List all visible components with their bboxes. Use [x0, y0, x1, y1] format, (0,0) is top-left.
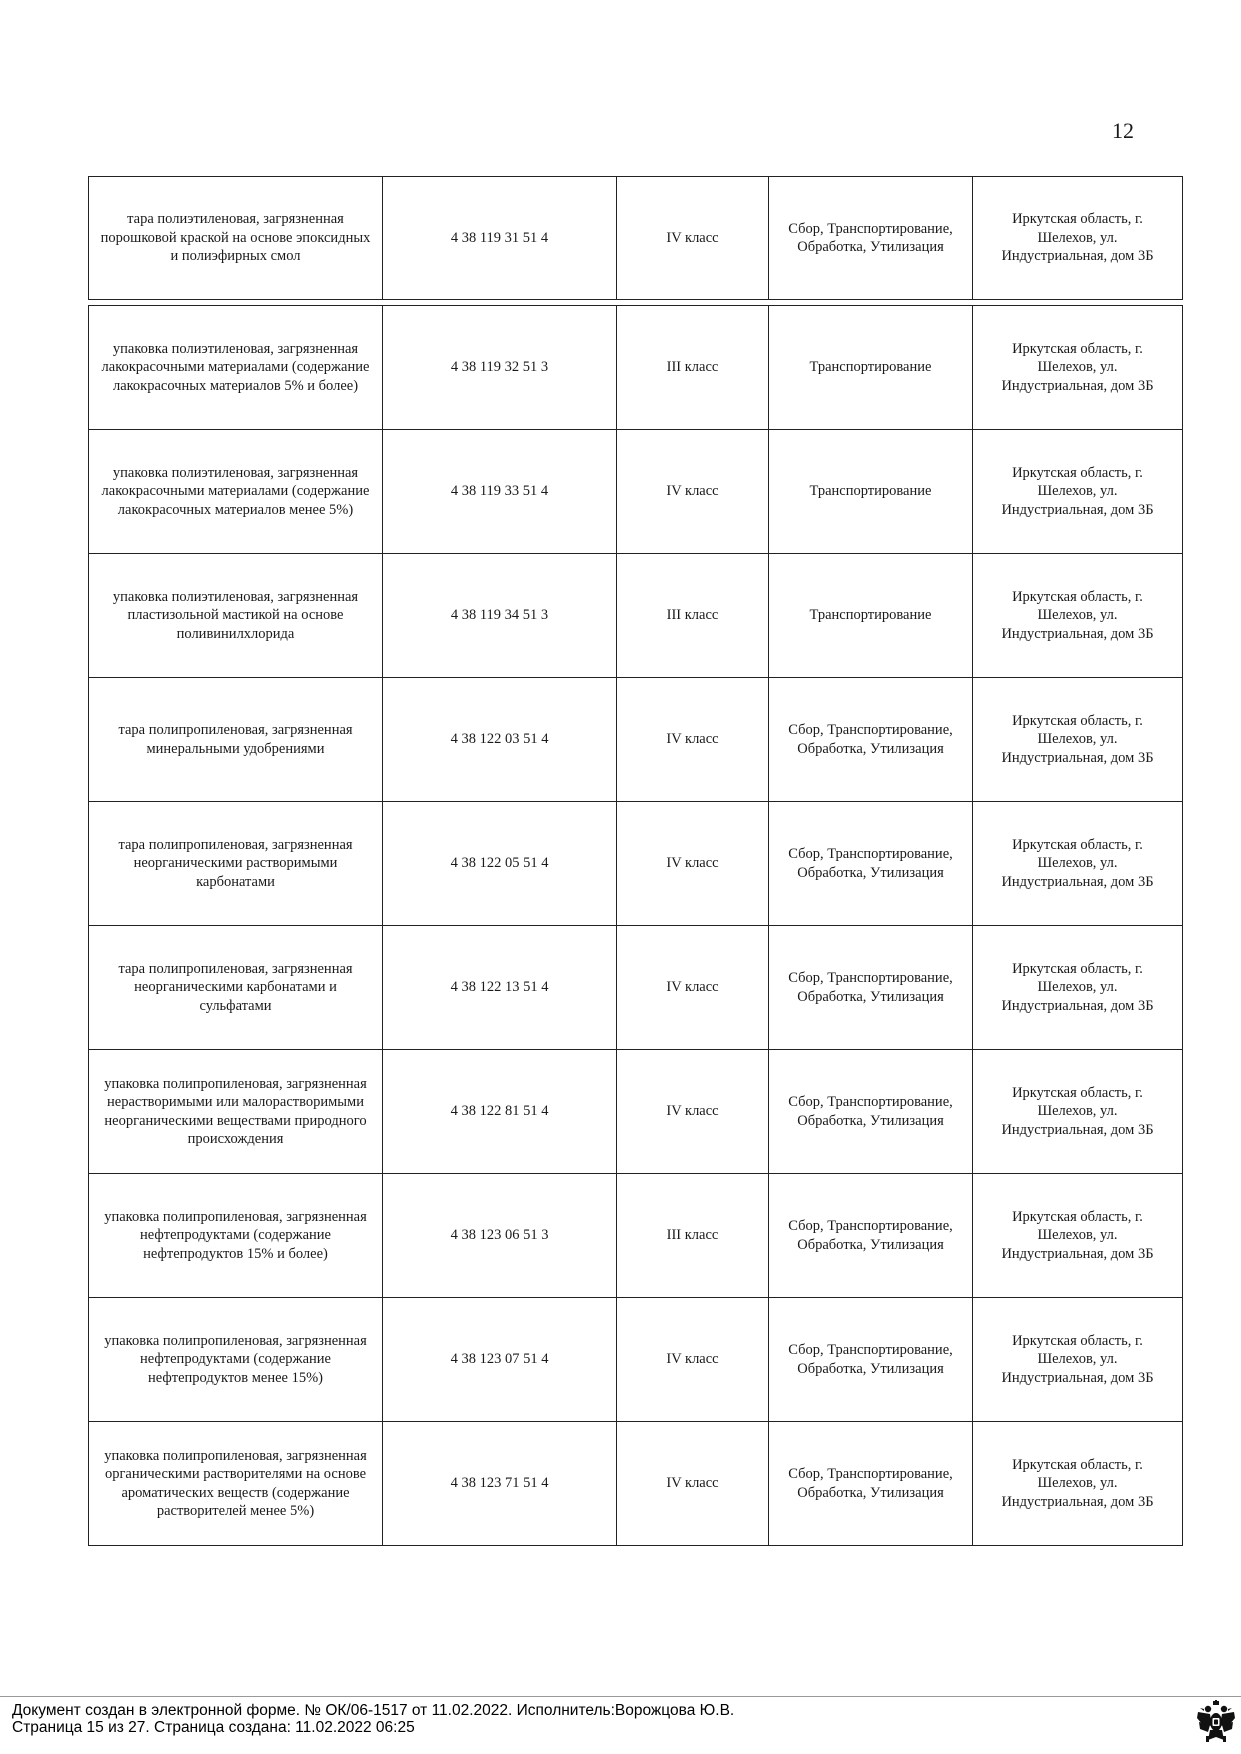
- hazard-class-cell: IV класс: [617, 1422, 769, 1546]
- address-cell: Иркутская область, г. Шелехов, ул. Индустриальная, дом 3Б: [973, 1174, 1183, 1298]
- address-cell: Иркутская область, г. Шелехов, ул. Индустриальная, дом 3Б: [973, 926, 1183, 1050]
- address-cell: Иркутская область, г. Шелехов, ул. Индустриальная, дом 3Б: [973, 678, 1183, 802]
- activity-cell: Транспортирование: [769, 554, 973, 678]
- activity-cell: Сбор, Транспортирование, Обработка, Утилизация: [769, 1174, 973, 1298]
- table-row: [89, 1174, 1183, 1298]
- table-row: [89, 306, 1183, 430]
- fkko-code-cell: 4 38 119 33 51 4: [383, 430, 617, 554]
- address-cell: Иркутская область, г. Шелехов, ул. Индустриальная, дом 3Б: [973, 306, 1183, 430]
- activity-cell: Сбор, Транспортирование, Обработка, Утилизация: [769, 1298, 973, 1422]
- fkko-code-cell: 4 38 122 03 51 4: [383, 678, 617, 802]
- waste-name-cell: тара полипропиленовая, загрязненная неорганическими растворимыми карбонатами: [89, 802, 383, 926]
- hazard-class-cell: III класс: [617, 1174, 769, 1298]
- waste-table: [88, 176, 1183, 1546]
- hazard-class-cell: III класс: [617, 554, 769, 678]
- page-number: 12: [1112, 118, 1134, 143]
- hazard-class-cell: IV класс: [617, 1298, 769, 1422]
- address-cell: Иркутская область, г. Шелехов, ул. Индустриальная, дом 3Б: [973, 1298, 1183, 1422]
- fkko-code-cell: 4 38 122 13 51 4: [383, 926, 617, 1050]
- table-row: [89, 430, 1183, 554]
- hazard-class-cell: IV класс: [617, 430, 769, 554]
- table-row: [89, 678, 1183, 802]
- waste-name-cell: упаковка полиэтиленовая, загрязненная пластизольной мастикой на основе поливинилхлорида: [89, 554, 383, 678]
- hazard-class-cell: IV класс: [617, 802, 769, 926]
- waste-name-cell: упаковка полипропиленовая, загрязненная нефтепродуктами (содержание нефтепродуктов 15% и более): [89, 1174, 383, 1298]
- footer-document-info: Документ создан в электронной форме. № ОК/06-1517 от 11.02.2022. Исполнитель:Ворожцова Ю.В.: [12, 1702, 735, 1719]
- footer-page-info: Страница 15 из 27. Страница создана: 11.02.2022 06:25: [12, 1719, 415, 1736]
- address-cell: Иркутская область, г. Шелехов, ул. Индустриальная, дом 3Б: [973, 1050, 1183, 1174]
- activity-cell: Сбор, Транспортирование, Обработка, Утилизация: [769, 1422, 973, 1546]
- fkko-code-cell: 4 38 122 05 51 4: [383, 802, 617, 926]
- footer: [12, 1702, 734, 1736]
- footer-divider: [0, 1696, 1241, 1697]
- table-row: [89, 1298, 1183, 1422]
- waste-name-cell: тара полипропиленовая, загрязненная неорганическими карбонатами и сульфатами: [89, 926, 383, 1050]
- waste-name-cell: упаковка полипропиленовая, загрязненная нефтепродуктами (содержание нефтепродуктов менее 15%): [89, 1298, 383, 1422]
- hazard-class-cell: IV класс: [617, 926, 769, 1050]
- waste-name-cell: упаковка полипропиленовая, загрязненная органическими растворителями на основе ароматических веществ (содержание растворителей менее 5%): [89, 1422, 383, 1546]
- activity-cell: Сбор, Транспортирование, Обработка, Утилизация: [769, 1050, 973, 1174]
- activity-cell: Сбор, Транспортирование, Обработка, Утилизация: [769, 678, 973, 802]
- table-row: [89, 926, 1183, 1050]
- waste-name-cell: тара полипропиленовая, загрязненная минеральными удобрениями: [89, 678, 383, 802]
- fkko-code-cell: 4 38 123 07 51 4: [383, 1298, 617, 1422]
- address-cell: Иркутская область, г. Шелехов, ул. Индустриальная, дом 3Б: [973, 554, 1183, 678]
- activity-cell: Сбор, Транспортирование, Обработка, Утилизация: [769, 177, 973, 300]
- address-cell: Иркутская область, г. Шелехов, ул. Индустриальная, дом 3Б: [973, 430, 1183, 554]
- hazard-class-cell: IV класс: [617, 678, 769, 802]
- waste-name-cell: упаковка полиэтиленовая, загрязненная лакокрасочными материалами (содержание лакокрасочных материалов менее 5%): [89, 430, 383, 554]
- table-row: [89, 1422, 1183, 1546]
- fkko-code-cell: 4 38 123 06 51 3: [383, 1174, 617, 1298]
- address-cell: Иркутская область, г. Шелехов, ул. Индустриальная, дом 3Б: [973, 1422, 1183, 1546]
- fkko-code-cell: 4 38 119 34 51 3: [383, 554, 617, 678]
- activity-cell: Сбор, Транспортирование, Обработка, Утилизация: [769, 926, 973, 1050]
- fkko-code-cell: 4 38 119 31 51 4: [383, 177, 617, 300]
- table-row: [89, 554, 1183, 678]
- activity-cell: Транспортирование: [769, 430, 973, 554]
- fkko-code-cell: 4 38 122 81 51 4: [383, 1050, 617, 1174]
- address-cell: Иркутская область, г. Шелехов, ул. Индустриальная, дом 3Б: [973, 177, 1183, 300]
- activity-cell: Сбор, Транспортирование, Обработка, Утилизация: [769, 802, 973, 926]
- table-row: [89, 177, 1183, 300]
- waste-name-cell: тара полиэтиленовая, загрязненная порошковой краской на основе эпоксидных и полиэфирных смол: [89, 177, 383, 300]
- hazard-class-cell: III класс: [617, 306, 769, 430]
- fkko-code-cell: 4 38 119 32 51 3: [383, 306, 617, 430]
- hazard-class-cell: IV класс: [617, 177, 769, 300]
- activity-cell: Транспортирование: [769, 306, 973, 430]
- table-row: [89, 802, 1183, 926]
- waste-name-cell: упаковка полиэтиленовая, загрязненная лакокрасочными материалами (содержание лакокрасочных материалов 5% и более): [89, 306, 383, 430]
- waste-name-cell: упаковка полипропиленовая, загрязненная нерастворимыми или малорастворимыми неорганическими веществами природного происхождения: [89, 1050, 383, 1174]
- hazard-class-cell: IV класс: [617, 1050, 769, 1174]
- fkko-code-cell: 4 38 123 71 51 4: [383, 1422, 617, 1546]
- double-headed-eagle-icon: [1196, 1700, 1236, 1744]
- address-cell: Иркутская область, г. Шелехов, ул. Индустриальная, дом 3Б: [973, 802, 1183, 926]
- table-row: [89, 1050, 1183, 1174]
